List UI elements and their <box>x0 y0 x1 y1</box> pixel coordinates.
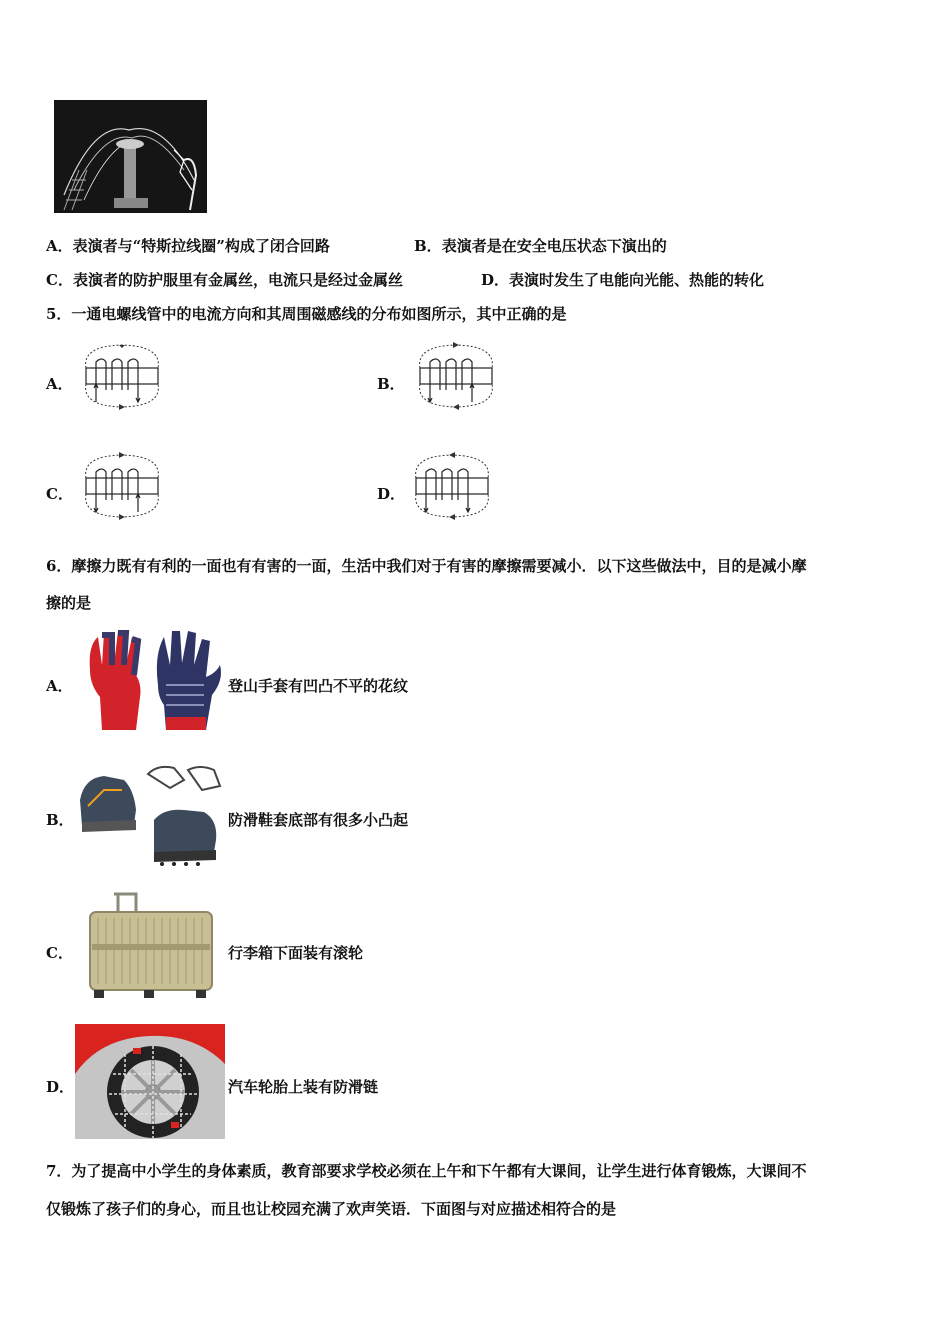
option-text: 表演时发生了电能向光能、热能的转化 <box>509 271 765 289</box>
solenoid-diagram-b <box>408 340 504 412</box>
option-text: 表演者是在安全电压状态下演出的 <box>441 237 667 255</box>
q4-option-d[interactable] <box>481 270 764 290</box>
q6-option-d-text: 汽车轮胎上装有防滑链 <box>228 1078 379 1096</box>
q6-stem-line2: 擦的是 <box>46 594 92 612</box>
q7-stem-line1: 7．为了提高中小学生的身体素质，教育部要求学校必须在上午和下午都有大课间，让学生进行体育锻炼，大课间不 <box>46 1162 807 1180</box>
solenoid-diagram-d <box>404 450 500 522</box>
q5-option-a-letter[interactable]: A． <box>46 375 73 393</box>
q6-option-a-letter[interactable]: A． <box>46 677 73 695</box>
q6-option-b-letter[interactable]: B． <box>46 811 74 829</box>
option-letter: B． <box>414 237 442 255</box>
tesla-coil-photo <box>54 100 207 213</box>
q5-option-b-letter[interactable]: B． <box>377 375 405 393</box>
q4-option-c[interactable] <box>46 270 403 290</box>
q5-stem: 5．一通电螺线管中的电流方向和其周围磁感线的分布如图所示，其中正确的是 <box>46 305 567 323</box>
climbing-gloves-photo <box>80 625 228 735</box>
q4-option-a[interactable] <box>46 236 330 256</box>
suitcase-photo <box>84 892 216 1000</box>
q5-option-c-letter[interactable]: C． <box>46 485 73 503</box>
q6-option-d-letter[interactable]: D． <box>46 1078 75 1096</box>
solenoid-diagram-c <box>74 450 170 522</box>
option-text: 表演者的防护服里有金属丝，电流只是经过金属丝 <box>72 271 403 289</box>
tire-chain-photo <box>75 1024 225 1139</box>
q6-option-a-text: 登山手套有凹凸不平的花纹 <box>228 677 409 695</box>
q6-option-b-text: 防滑鞋套底部有很多小凸起 <box>228 811 409 829</box>
q6-option-c-text: 行李箱下面装有滚轮 <box>228 944 364 962</box>
option-letter: A． <box>46 237 73 255</box>
q6-option-c-letter[interactable]: C． <box>46 944 73 962</box>
anti-slip-shoe-covers-photo <box>74 760 224 868</box>
q7-stem-line2: 仅锻炼了孩子们的身心，而且也让校园充满了欢声笑语．下面图与对应描述相符合的是 <box>46 1200 617 1218</box>
option-text: 表演者与“特斯拉线圈”构成了闭合回路 <box>72 237 330 255</box>
q5-option-d-letter[interactable]: D． <box>377 485 406 503</box>
option-letter: D． <box>481 271 510 289</box>
q6-stem-line1: 6．摩擦力既有有利的一面也有有害的一面，生活中我们对于有害的摩擦需要减小．以下这些做法中，目的是减小摩 <box>46 557 807 575</box>
q4-option-b[interactable] <box>414 236 667 256</box>
solenoid-diagram-a <box>74 340 170 412</box>
option-letter: C． <box>46 271 73 289</box>
